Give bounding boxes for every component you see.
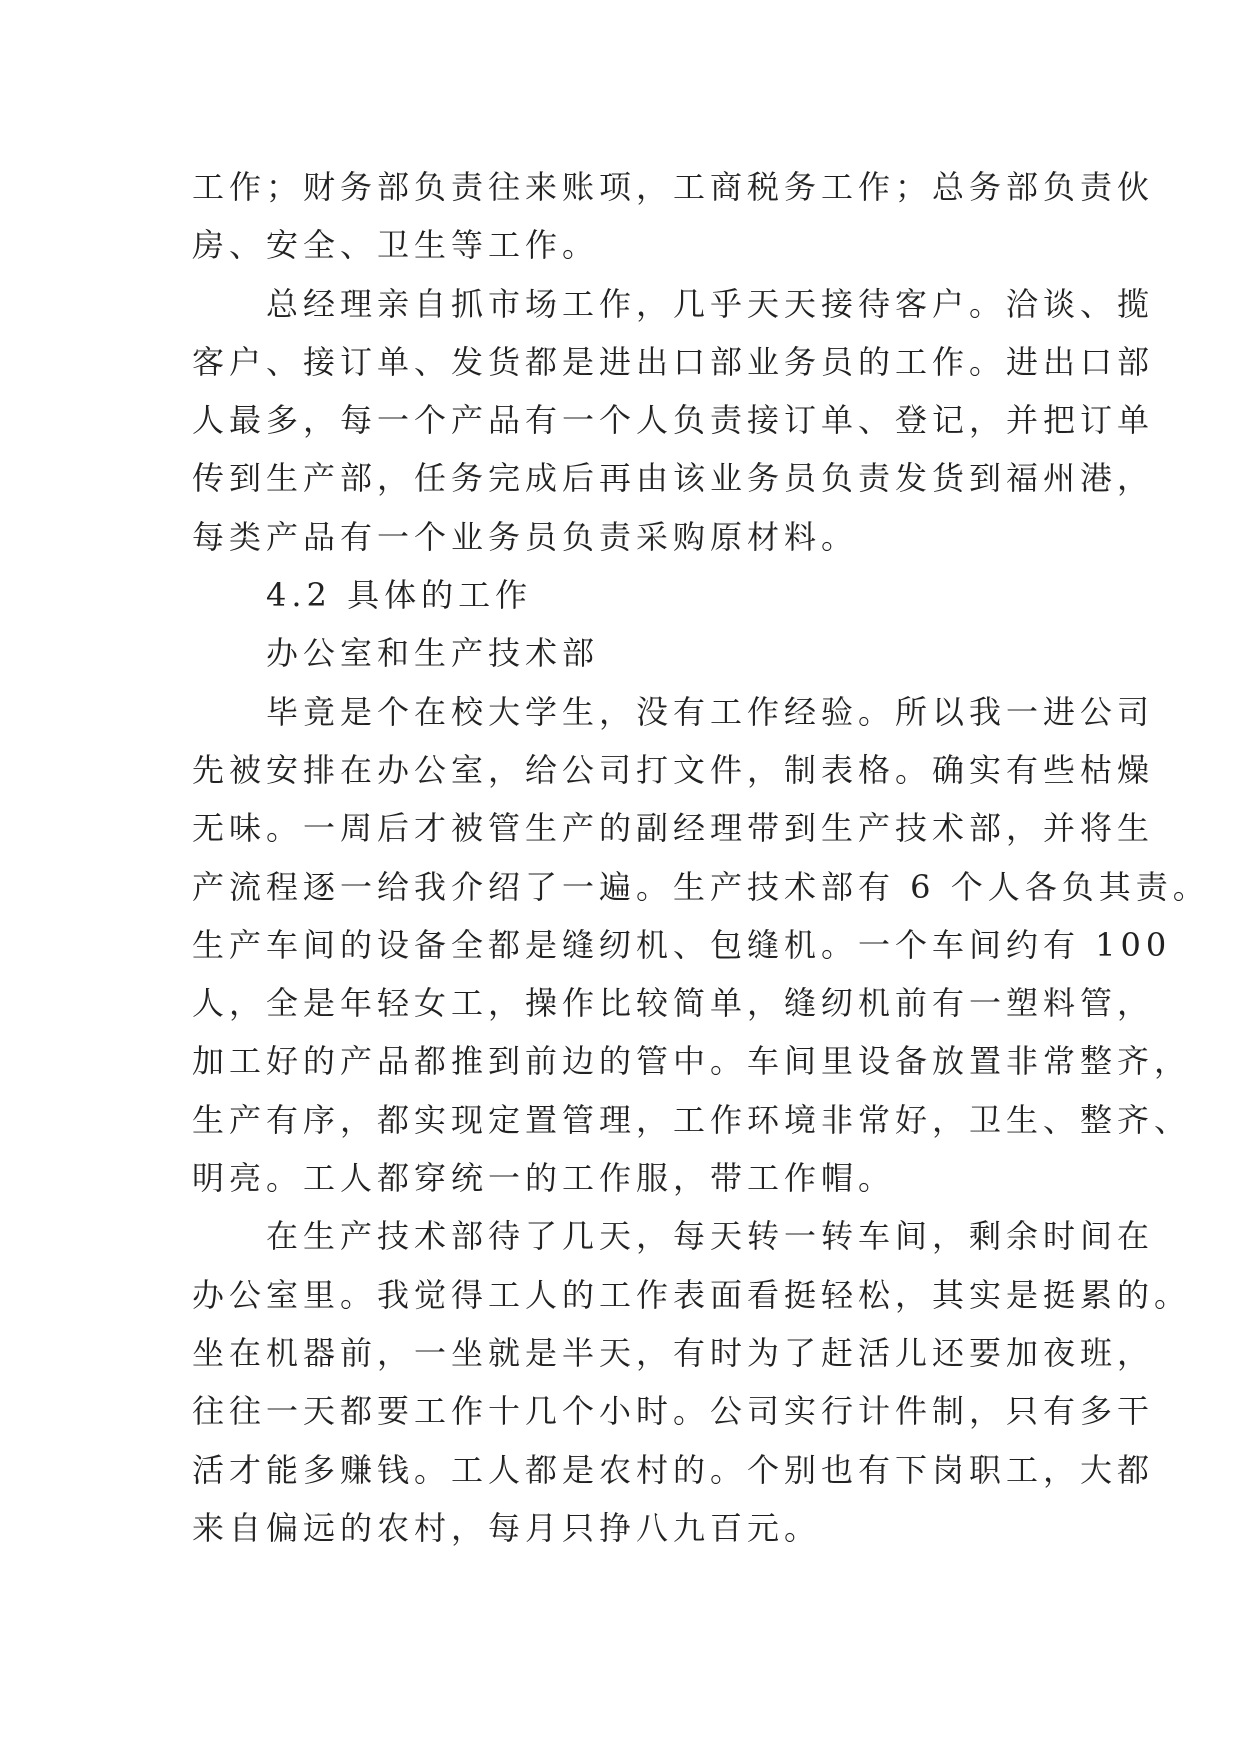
text-line: 来自偏远的农村，每月只挣八九百元。	[192, 1508, 822, 1547]
text-line: 活才能多赚钱。工人都是农村的。个别也有下岗职工，大都	[192, 1450, 1155, 1489]
document-body	[192, 158, 1210, 1557]
text-line: 毕竟是个在校大学生，没有工作经验。所以我一进公司	[192, 692, 1155, 731]
text-line: 每类产品有一个业务员负责采购原材料。	[192, 517, 859, 556]
text-line: 人，全是年轻女工，操作比较简单，缝纫机前有一塑料管，	[192, 984, 1155, 1023]
subsection-heading: 办公室和生产技术部	[192, 634, 600, 673]
text-line: 产流程逐一给我介绍了一遍。生产技术部有 6 个人各负其责。	[192, 867, 1210, 906]
text-line: 客户、接订单、发货都是进出口部业务员的工作。进出口部	[192, 342, 1155, 381]
text-line: 在生产技术部待了几天，每天转一转车间，剩余时间在	[192, 1217, 1155, 1256]
text-line: 工作；财务部负责往来账项，工商税务工作；总务部负责伙	[192, 168, 1155, 206]
section-heading: 4.2 具体的工作	[192, 576, 533, 615]
text-line: 先被安排在办公室，给公司打文件，制表格。确实有些枯燥	[192, 750, 1155, 789]
text-line: 生产有序，都实现定置管理，工作环境非常好，卫生、整齐、	[192, 1100, 1192, 1139]
text-line: 办公室里。我觉得工人的工作表面看挺轻松，其实是挺累的。	[192, 1275, 1192, 1314]
text-line: 无味。一周后才被管生产的副经理带到生产技术部，并将生	[192, 809, 1155, 848]
text-line: 人最多，每一个产品有一个人负责接订单、登记，并把订单	[192, 401, 1155, 440]
text-line: 总经理亲自抓市场工作，几乎天天接待客户。洽谈、揽	[192, 284, 1155, 323]
text-line: 明亮。工人都穿统一的工作服，带工作帽。	[192, 1159, 896, 1198]
text-line: 往往一天都要工作十几个小时。公司实行计件制，只有多干	[192, 1392, 1155, 1431]
text-line: 加工好的产品都推到前边的管中。车间里设备放置非常整齐，	[192, 1042, 1192, 1081]
text-line: 坐在机器前，一坐就是半天，有时为了赶活儿还要加夜班，	[192, 1333, 1155, 1372]
text-line: 生产车间的设备全都是缝纫机、包缝机。一个车间约有 100	[192, 925, 1172, 964]
text-line: 房、安全、卫生等工作。	[192, 226, 600, 265]
text-line: 传到生产部，任务完成后再由该业务员负责发货到福州港，	[192, 459, 1155, 498]
